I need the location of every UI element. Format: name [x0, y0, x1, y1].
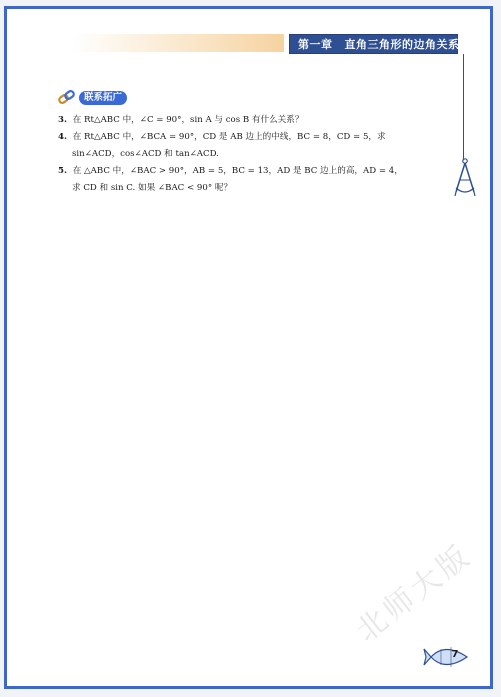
page-number: 7 — [451, 649, 459, 660]
problem-number: 3. — [58, 115, 67, 125]
problem-item — [58, 129, 450, 163]
chain-link-icon — [57, 89, 79, 107]
problem-item — [58, 112, 450, 129]
compass-string-line — [463, 54, 464, 159]
problem-text-continued: 求 CD 和 sin C. 如果 ∠BAC < 90° 呢？ — [72, 183, 233, 193]
problem-item — [58, 163, 450, 197]
section-label: 联系拓广 — [79, 91, 127, 105]
problem-text: 在 △ABC 中，∠BAC > 90°，AB = 5，BC = 13，AD 是 BC 边上的高，AD = 4， — [72, 166, 403, 176]
compass-icon — [452, 158, 478, 198]
problem-text-continued: sin∠ACD，cos∠ACD 和 tan∠ACD. — [72, 149, 219, 159]
problem-number: 4. — [58, 132, 67, 142]
problem-text: 在 Rt△ABC 中，∠BCA = 90°，CD 是 AB 边上的中线，BC = 8，CD = 5，求 — [72, 132, 386, 142]
header-gradient-band — [72, 34, 284, 52]
problem-list — [58, 112, 450, 197]
chapter-number: 第一章 — [298, 38, 333, 51]
publisher-watermark: 北师大版 — [349, 537, 479, 649]
chapter-title: 直角三角形的边角关系 — [344, 38, 460, 51]
problem-number: 5. — [58, 166, 67, 176]
problem-text: 在 Rt△ABC 中，∠C = 90°，sin A 与 cos B 有什么关系？ — [72, 115, 304, 125]
chapter-header — [289, 34, 458, 54]
